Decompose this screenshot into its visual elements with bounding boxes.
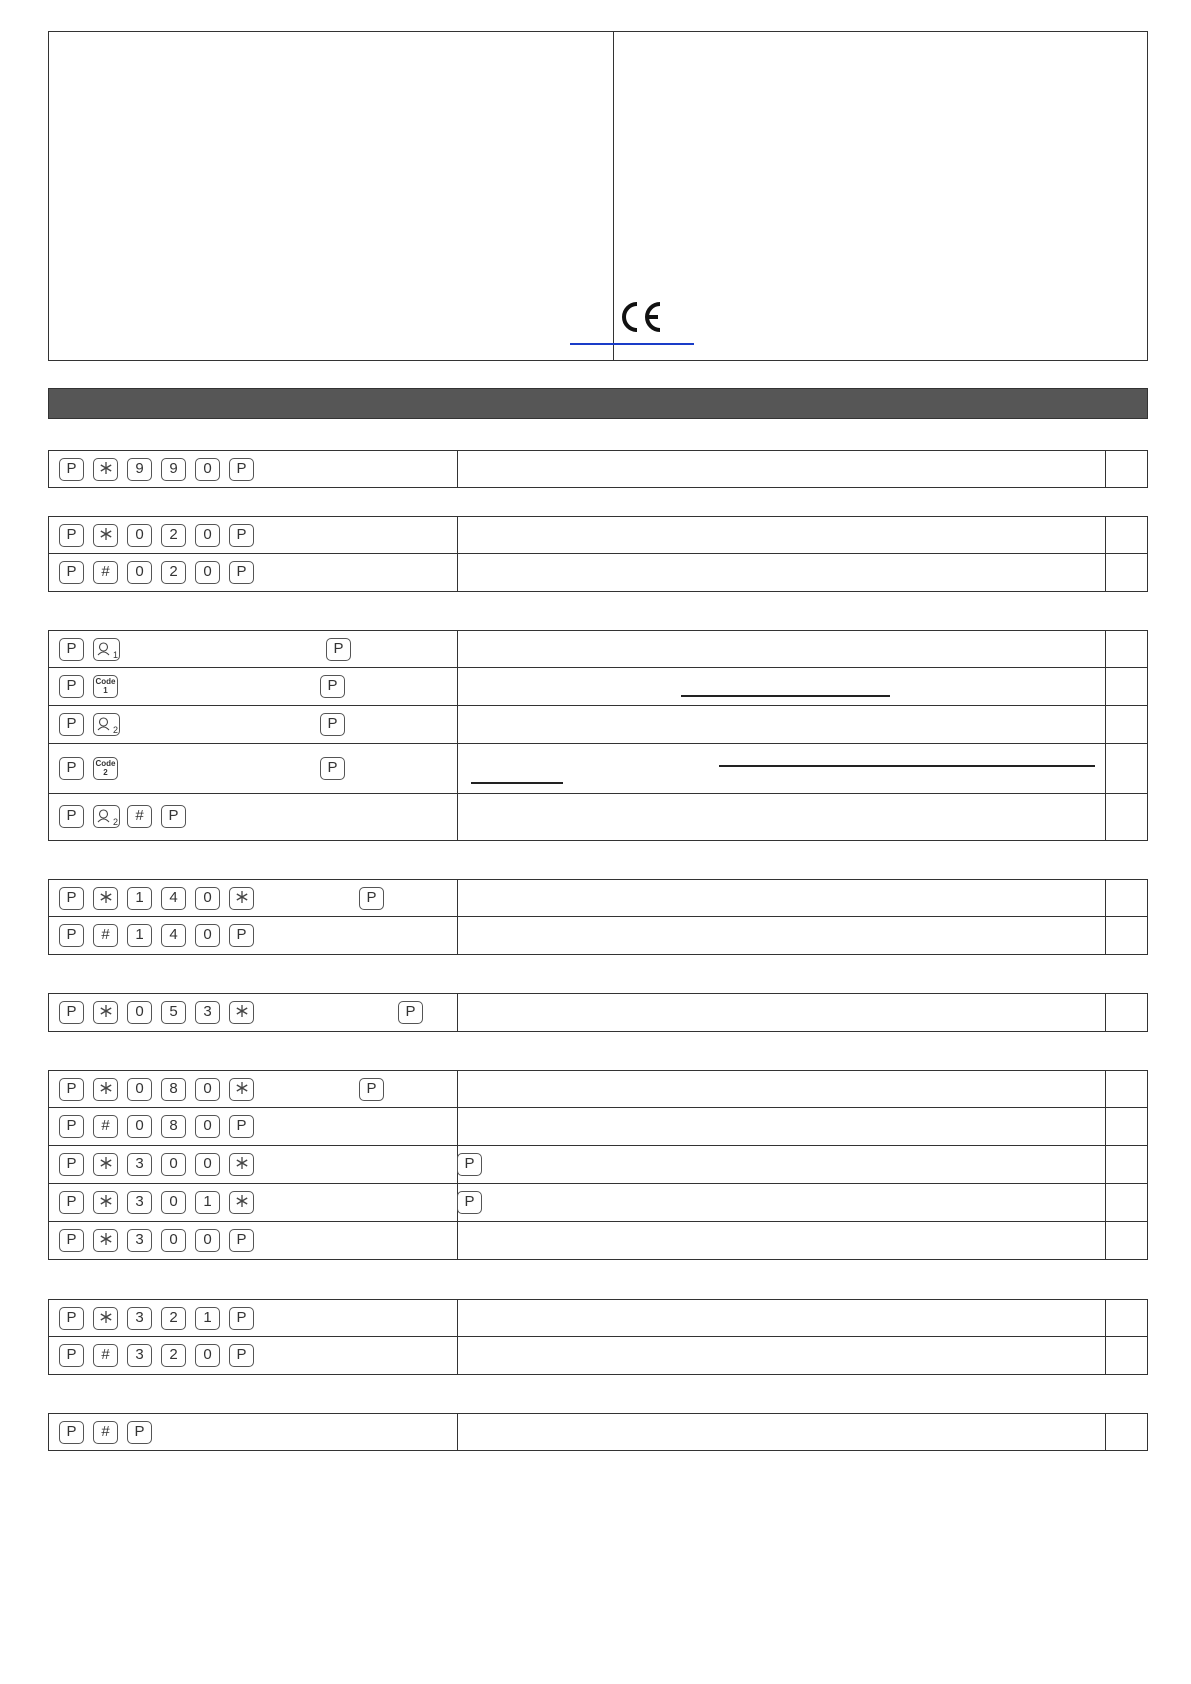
- p-key: P: [59, 1191, 84, 1214]
- star-key: [93, 1001, 118, 1024]
- digit-key: 3: [127, 1229, 152, 1252]
- code-key-number: 2: [103, 768, 108, 777]
- command-row: [48, 993, 1148, 1032]
- star-key: [93, 458, 118, 481]
- digit-key: 5: [161, 1001, 186, 1024]
- key-sequence-cell: [49, 1071, 458, 1107]
- p-key: P: [59, 1344, 84, 1367]
- command-row: [48, 879, 1148, 917]
- star-key-icon: [99, 1156, 113, 1170]
- digit-key: 0: [195, 1115, 220, 1138]
- star-key: [229, 1191, 254, 1214]
- p-key: P: [59, 805, 84, 828]
- page-ref-cell: [1105, 1146, 1147, 1183]
- digit-key: 2: [161, 1344, 186, 1367]
- key-sequence-cell: [49, 1184, 475, 1221]
- digit-key: 0: [127, 1078, 152, 1101]
- p-key: P: [59, 757, 84, 780]
- page-ref-cell: [1105, 668, 1147, 705]
- page-ref-cell: [1105, 880, 1147, 916]
- star-key: [229, 1078, 254, 1101]
- section-header-bar: [48, 388, 1148, 419]
- page-ref-cell: [1105, 631, 1147, 667]
- p-key: P: [127, 1421, 152, 1444]
- page-ref-cell: [1105, 994, 1147, 1031]
- p-key: P: [320, 757, 345, 780]
- digit-key: 9: [161, 458, 186, 481]
- key-sequence-cell: [49, 1222, 458, 1259]
- star-key-icon: [235, 1156, 249, 1170]
- digit-key: 0: [161, 1229, 186, 1252]
- description-cell: [458, 917, 1105, 954]
- p-key: P: [59, 1078, 84, 1101]
- key-sequence-cell: [49, 554, 458, 591]
- description-cell: [458, 706, 1105, 743]
- description-cell: [458, 554, 1105, 591]
- p-key: P: [398, 1001, 423, 1024]
- digit-key: 3: [127, 1344, 152, 1367]
- user-key-number: 2: [112, 725, 118, 735]
- digit-key: 1: [195, 1307, 220, 1330]
- p-key: P: [229, 924, 254, 947]
- star-key-icon: [99, 1081, 113, 1095]
- star-key-icon: [99, 890, 113, 904]
- p-key: P: [59, 924, 84, 947]
- page-ref-cell: [1105, 1414, 1147, 1450]
- header-box: [48, 31, 1148, 361]
- star-key-icon: [235, 1081, 249, 1095]
- user-key-icon: [96, 808, 111, 823]
- p-key: P: [457, 1191, 482, 1214]
- hash-key: #: [93, 1421, 118, 1444]
- star-key: [93, 1229, 118, 1252]
- key-sequence-cell: [49, 1108, 458, 1145]
- star-key: [229, 887, 254, 910]
- description-cell: [458, 880, 1105, 916]
- digit-key: 4: [161, 887, 186, 910]
- p-key: P: [59, 887, 84, 910]
- star-key-icon: [99, 1310, 113, 1324]
- page-ref-cell: [1105, 1184, 1147, 1221]
- key-sequence-cell: [49, 668, 458, 705]
- digit-key: 0: [195, 524, 220, 547]
- p-key: P: [457, 1153, 482, 1176]
- digit-key: 0: [195, 1078, 220, 1101]
- star-key-icon: [99, 1194, 113, 1208]
- digit-key: 0: [127, 524, 152, 547]
- p-key: P: [320, 675, 345, 698]
- p-key: P: [59, 1153, 84, 1176]
- key-sequence-cell: [49, 517, 458, 553]
- description-cell: [458, 1108, 1105, 1145]
- star-key-icon: [235, 1194, 249, 1208]
- user-key: [93, 805, 120, 828]
- star-key-icon: [235, 1004, 249, 1018]
- p-key: P: [229, 561, 254, 584]
- page-ref-cell: [1105, 744, 1147, 793]
- command-row: [48, 917, 1148, 955]
- digit-key: 8: [161, 1078, 186, 1101]
- digit-key: 0: [161, 1153, 186, 1176]
- hash-key: #: [127, 805, 152, 828]
- ce-mark-icon: [619, 300, 663, 339]
- description-cell: [458, 1184, 1105, 1221]
- command-row: [48, 794, 1148, 841]
- digit-key: 0: [127, 561, 152, 584]
- description-underline: [719, 765, 1095, 767]
- digit-key: 2: [161, 524, 186, 547]
- description-cell: [458, 1300, 1105, 1336]
- command-row: [48, 1146, 1148, 1184]
- p-key: P: [326, 638, 351, 661]
- command-row: [48, 1337, 1148, 1375]
- p-key: P: [59, 638, 84, 661]
- star-key: [229, 1001, 254, 1024]
- key-sequence-cell: [49, 631, 458, 667]
- key-sequence-cell: [49, 1337, 458, 1374]
- star-key: [93, 1191, 118, 1214]
- digit-key: 0: [127, 1001, 152, 1024]
- p-key: P: [161, 805, 186, 828]
- command-row: [48, 1184, 1148, 1222]
- p-key: P: [59, 1001, 84, 1024]
- command-row: [48, 1108, 1148, 1146]
- command-row: [48, 1070, 1148, 1108]
- command-row: [48, 706, 1148, 744]
- description-cell: [458, 631, 1105, 667]
- code-key-label: Code: [95, 759, 116, 768]
- digit-key: 0: [161, 1191, 186, 1214]
- digit-key: 2: [161, 561, 186, 584]
- digit-key: 0: [195, 1344, 220, 1367]
- digit-key: 9: [127, 458, 152, 481]
- key-sequence-cell: [49, 917, 458, 954]
- p-key: P: [320, 713, 345, 736]
- user-key-number: 1: [112, 650, 118, 660]
- digit-key: 3: [127, 1191, 152, 1214]
- website-link-underline[interactable]: [570, 343, 694, 345]
- star-key-icon: [99, 461, 113, 475]
- key-sequence-cell: [49, 1300, 458, 1336]
- star-key: [93, 1153, 118, 1176]
- p-key: P: [229, 1115, 254, 1138]
- star-key: [93, 524, 118, 547]
- digit-key: 0: [195, 924, 220, 947]
- page-ref-cell: [1105, 1300, 1147, 1336]
- digit-key: 4: [161, 924, 186, 947]
- user-key: [93, 713, 120, 736]
- description-cell: [458, 1146, 1105, 1183]
- description-cell: [458, 1222, 1105, 1259]
- description-cell: [458, 451, 1105, 487]
- star-key: [93, 1078, 118, 1101]
- page-ref-cell: [1105, 554, 1147, 591]
- command-row: [48, 1413, 1148, 1451]
- user-key-icon: [96, 716, 111, 731]
- page-ref-cell: [1105, 1337, 1147, 1374]
- p-key: P: [59, 561, 84, 584]
- code-key-number: 1: [103, 686, 108, 695]
- digit-key: 3: [127, 1307, 152, 1330]
- hash-key: #: [93, 1115, 118, 1138]
- digit-key: 1: [127, 924, 152, 947]
- description-cell: [458, 1414, 1105, 1450]
- key-sequence-cell: [49, 451, 458, 487]
- p-key: P: [59, 675, 84, 698]
- p-key: P: [59, 1229, 84, 1252]
- digit-key: 1: [127, 887, 152, 910]
- page-ref-cell: [1105, 1071, 1147, 1107]
- command-row: [48, 668, 1148, 706]
- digit-key: 2: [161, 1307, 186, 1330]
- command-row: [48, 1299, 1148, 1337]
- p-key: P: [59, 1307, 84, 1330]
- star-key: [93, 1307, 118, 1330]
- key-sequence-cell: [49, 880, 458, 916]
- page-ref-cell: [1105, 1222, 1147, 1259]
- description-cell: [458, 794, 1105, 840]
- digit-key: 3: [195, 1001, 220, 1024]
- user-key-icon: [96, 641, 111, 656]
- command-row: [48, 744, 1148, 794]
- key-sequence-cell: [49, 744, 458, 793]
- digit-key: 0: [127, 1115, 152, 1138]
- p-key: P: [59, 458, 84, 481]
- command-row: [48, 630, 1148, 668]
- hash-key: #: [93, 561, 118, 584]
- key-sequence-cell: [49, 994, 458, 1031]
- code-key-label: Code: [95, 677, 116, 686]
- page-ref-cell: [1105, 1108, 1147, 1145]
- page-ref-cell: [1105, 706, 1147, 743]
- key-sequence-cell: [49, 1146, 475, 1183]
- star-key: [229, 1153, 254, 1176]
- p-key: P: [229, 524, 254, 547]
- p-key: P: [59, 1421, 84, 1444]
- p-key: P: [359, 1078, 384, 1101]
- p-key: P: [229, 1307, 254, 1330]
- page-ref-cell: [1105, 794, 1147, 840]
- page-ref-cell: [1105, 517, 1147, 553]
- digit-key: 3: [127, 1153, 152, 1176]
- description-cell: [458, 517, 1105, 553]
- description-underline: [681, 695, 890, 697]
- hash-key: #: [93, 924, 118, 947]
- p-key: P: [359, 887, 384, 910]
- description-cell: [458, 1337, 1105, 1374]
- digit-key: 8: [161, 1115, 186, 1138]
- description-cell: [458, 1071, 1105, 1107]
- star-key-icon: [235, 890, 249, 904]
- command-row: [48, 450, 1148, 488]
- digit-key: 0: [195, 458, 220, 481]
- star-key-icon: [99, 527, 113, 541]
- code-key: [93, 675, 118, 698]
- p-key: P: [59, 1115, 84, 1138]
- digit-key: 0: [195, 561, 220, 584]
- star-key-icon: [99, 1232, 113, 1246]
- key-sequence-cell: [49, 794, 458, 840]
- code-key: [93, 757, 118, 780]
- p-key: P: [59, 524, 84, 547]
- header-divider: [613, 32, 614, 360]
- star-key-icon: [99, 1004, 113, 1018]
- page-ref-cell: [1105, 917, 1147, 954]
- user-key-number: 2: [112, 817, 118, 827]
- key-sequence-cell: [49, 1414, 458, 1450]
- p-key: P: [229, 458, 254, 481]
- user-key: [93, 638, 120, 661]
- description-cell: [458, 668, 1105, 705]
- command-row: [48, 1222, 1148, 1260]
- description-underline: [471, 782, 563, 784]
- description-cell: [458, 744, 1105, 793]
- command-row: [48, 516, 1148, 554]
- digit-key: 0: [195, 1153, 220, 1176]
- key-sequence-cell: [49, 706, 458, 743]
- hash-key: #: [93, 1344, 118, 1367]
- p-key: P: [59, 713, 84, 736]
- star-key: [93, 887, 118, 910]
- digit-key: 1: [195, 1191, 220, 1214]
- page-ref-cell: [1105, 451, 1147, 487]
- description-cell: [458, 994, 1105, 1031]
- p-key: P: [229, 1344, 254, 1367]
- p-key: P: [229, 1229, 254, 1252]
- command-row: [48, 554, 1148, 592]
- digit-key: 0: [195, 1229, 220, 1252]
- digit-key: 0: [195, 887, 220, 910]
